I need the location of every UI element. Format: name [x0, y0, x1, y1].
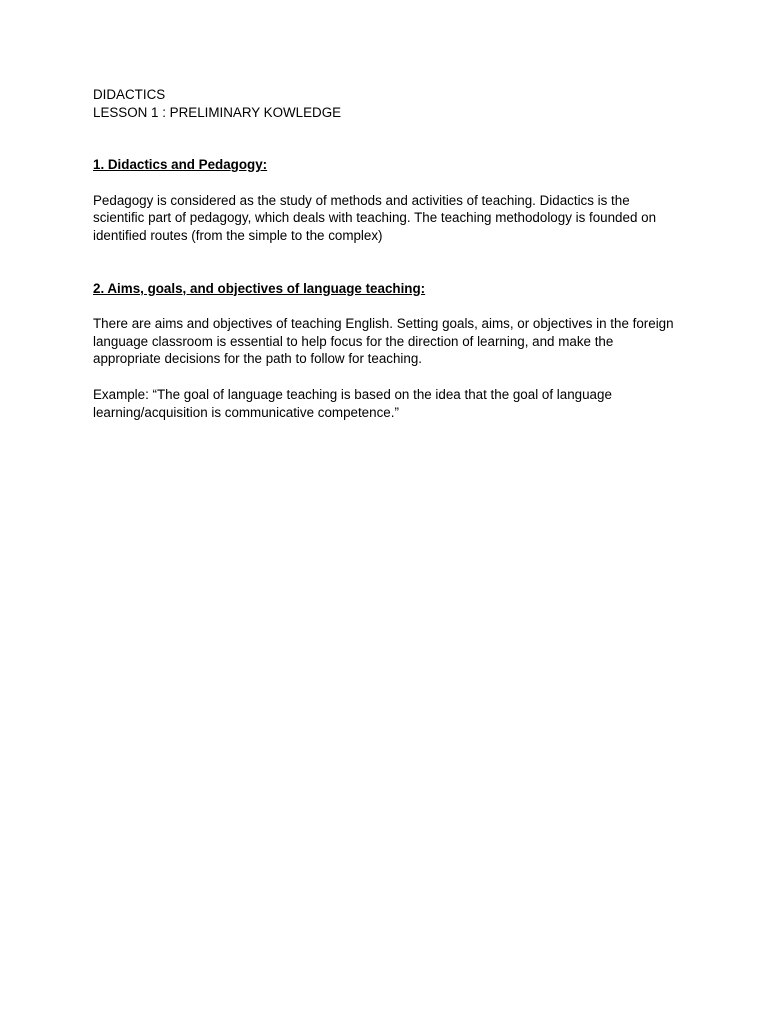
section-paragraph: Pedagogy is considered as the study of methods and activities of teaching. Didactics is the scientific part of pedagogy, which deals with teaching. The teaching methodology is founded on identified routes (from the simple to the complex) — [93, 192, 657, 243]
spacer — [93, 368, 683, 386]
section-heading-aims-goals-objectives: 2. Aims, goals, and objectives of language teaching: — [93, 280, 426, 296]
spacer — [93, 297, 683, 315]
lesson-title: LESSON 1 : PRELIMINARY KOWLEDGE — [93, 104, 342, 120]
section-paragraph: There are aims and objectives of teaching English. Setting goals, aims, or objectives in the foreign language classroom is essential to help focus for the direction of learning, and make the appropriate decisions for the path to follow for teaching. — [93, 316, 674, 367]
example-paragraph: Example: “The goal of language teaching is based on the idea that the goal of language learning/acquisition is communicative competence.” — [93, 386, 612, 420]
spacer — [93, 174, 683, 192]
spacer — [93, 245, 683, 280]
document-page — [93, 86, 683, 421]
section-heading-didactics-pedagogy: 1. Didactics and Pedagogy: — [93, 157, 268, 173]
spacer — [93, 121, 683, 156]
document-title: DIDACTICS — [93, 87, 166, 102]
